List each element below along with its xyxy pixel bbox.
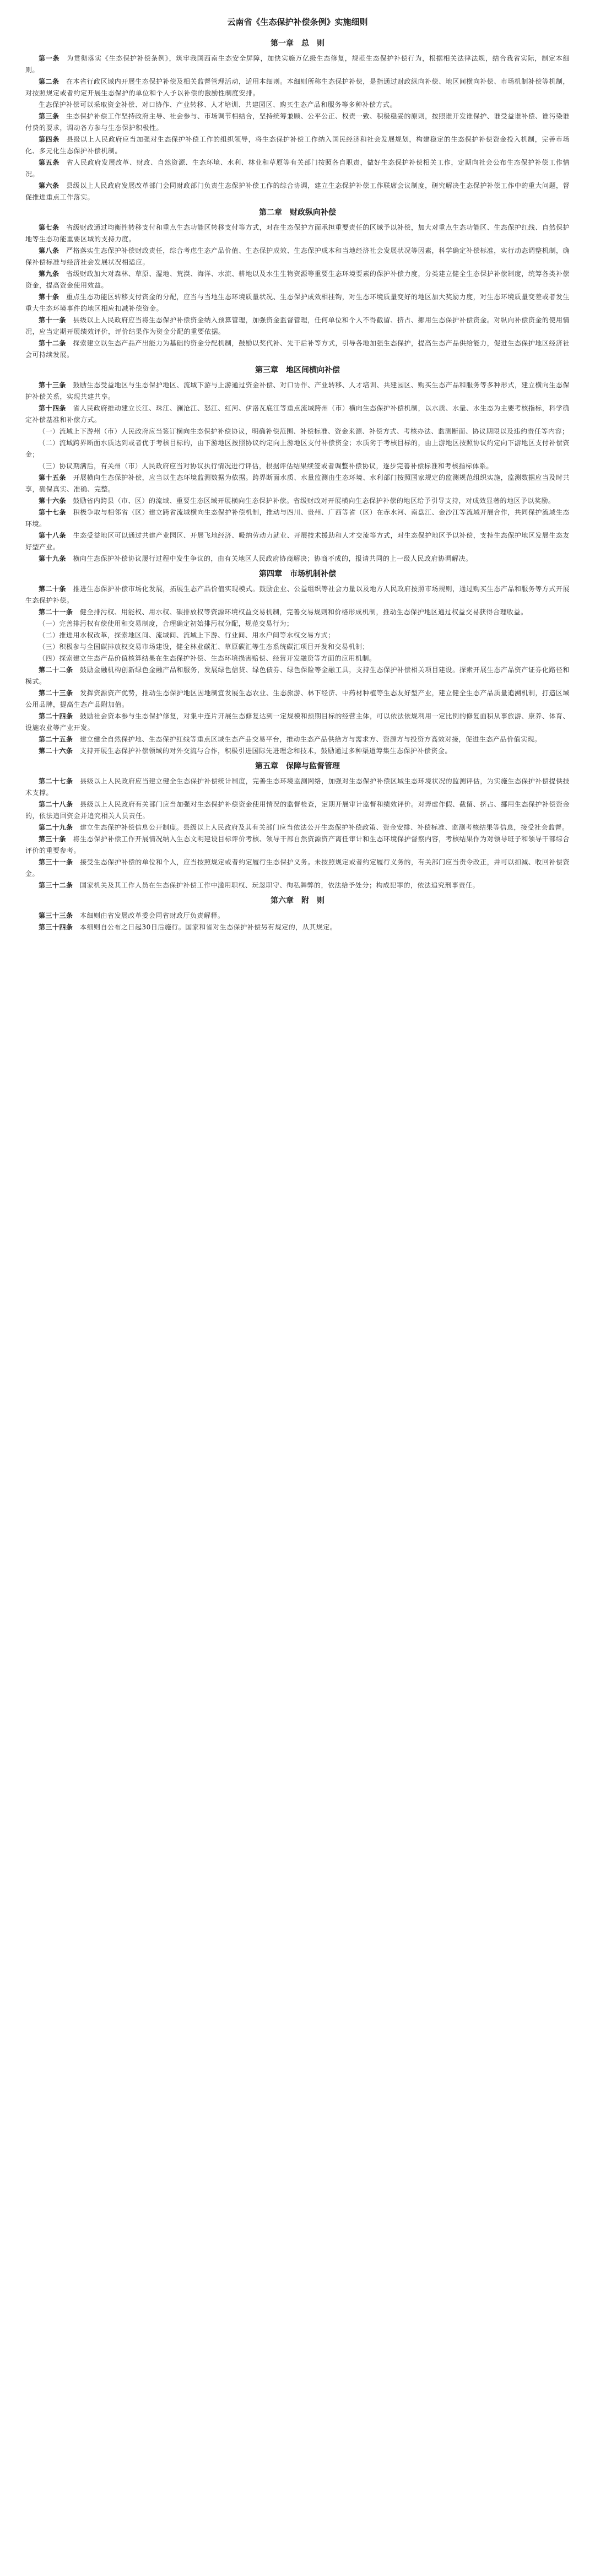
article-paragraph — [25, 403, 570, 426]
article-number-gap — [66, 835, 73, 843]
article-number: 第三十三条 — [39, 912, 73, 919]
article-number: 第五条 — [39, 159, 60, 166]
article-text: 重点生态功能区转移支付资金的分配，应当与当地生态环境质量状况、生态保护成效相挂钩，对生态环境质量变好的地区加大奖励力度，对生态环境质量变差或者发生重大生态环境事件的地区相应扣减补偿资金。 — [25, 293, 570, 312]
article-paragraph — [25, 291, 570, 315]
article-paragraph — [25, 507, 570, 530]
article-number: 第二十三条 — [39, 689, 73, 697]
article-text: 建立生态保护补偿信息公开制度。县级以上人民政府及其有关部门应当依法公开生态保护补偿政策、资金安排、补偿标准、监测考核结果等信息，接受社会监督。 — [80, 824, 569, 831]
chapter-title: 第四章 市场机制补偿 — [259, 570, 336, 578]
article-number: 第二十六条 — [39, 747, 73, 755]
article-number-gap — [73, 800, 80, 808]
article-paragraph — [25, 834, 570, 857]
article-number-gap — [66, 404, 73, 412]
article-text: （一）完善排污权有偿使用和交易制度，合理确定初始排污权分配，规范交易行为； — [39, 620, 294, 627]
document-body — [25, 34, 570, 933]
article-paragraph — [25, 857, 570, 880]
article-paragraph — [25, 530, 570, 553]
article-number: 第十九条 — [39, 555, 67, 562]
article-paragraph — [25, 583, 570, 607]
article-number-gap — [60, 78, 67, 85]
article-text: 省级财政通过均衡性转移支付和重点生态功能区转移支付等方式，对在生态保护方面承担重要责任的区域予以补偿，加大对重点生态功能区、生态保护红线、自然保护地等生态功能重要区域的支持力度。 — [25, 224, 570, 243]
article-text: 本细则由省发展改革委会同省财政厅负责解释。 — [80, 912, 225, 919]
article-number: 第一条 — [39, 55, 60, 62]
article-paragraph — [25, 245, 570, 268]
article-text: 鼓励社会资本参与生态保护修复，对集中连片开展生态修复达到一定规模和预期目标的经营主体，可以依法依规利用一定比例的修复面积从事旅游、康养、体育、设施农业等产业开发。 — [25, 712, 570, 732]
article-paragraph — [25, 910, 570, 922]
article-clause — [25, 653, 570, 664]
article-number-gap — [60, 293, 67, 301]
article-number-gap — [60, 112, 67, 120]
article-text: 接受生态保护补偿的单位和个人，应当按照规定或者约定履行生态保护义务。未按照规定或者约定履行义务的，有关部门应当责令改正，并可以扣减、收回补偿资金。 — [25, 858, 570, 878]
article-text: 省级财政加大对森林、草原、湿地、荒漠、海洋、水流、耕地以及水生生物资源等重要生态环境要素的保护补偿力度，分类建立健全生态保护补偿制度，统筹各类补偿资金，提高资金使用效益。 — [25, 270, 570, 289]
chapter-title: 第一章 总 则 — [271, 39, 324, 48]
article-paragraph — [25, 711, 570, 734]
article-number: 第六条 — [39, 182, 60, 190]
article-number-gap — [66, 497, 73, 505]
article-paragraph — [25, 180, 570, 203]
article-text: 县级以上人民政府应当建立健全生态保护补偿统计制度，完善生态环境监测网络，加强对生态保护补偿区域生态环境状况的监测评估，为实施生态保护补偿提供技术支撑。 — [25, 777, 570, 797]
article-number: 第三条 — [39, 112, 60, 120]
article-paragraph — [25, 134, 570, 157]
article-paragraph — [25, 776, 570, 799]
article-number: 第三十一条 — [39, 858, 73, 866]
article-number-gap — [73, 858, 80, 866]
article-number: 第十八条 — [39, 532, 67, 539]
article-text: 探索建立以生态产品产出能力为基础的资金分配机制，鼓励以奖代补、先干后补等方式，引导各地加强生态保护，提高生态产品供给能力，促进生态保护地区经济社会可持续发展。 — [25, 339, 570, 359]
article-paragraph — [25, 380, 570, 403]
article-number-gap — [66, 339, 73, 347]
article-text: 生态保护补偿工作坚持政府主导、社会参与、市场调节相结合，坚持统筹兼顾、公平公正、权责一致、积极稳妥的原则，按照谁开发谁保护、谁受益谁补偿、谁污染谁付费的要求，调动各方参与生态保护积极性。 — [25, 112, 570, 132]
article-number-gap — [60, 247, 67, 255]
article-number-gap — [66, 508, 73, 516]
article-text: 生态保护补偿可以采取资金补偿、对口协作、产业转移、人才培训、共建园区、购买生态产品和服务等多种补偿方式。 — [39, 101, 397, 109]
article-number-gap — [73, 881, 80, 889]
article-clause — [25, 618, 570, 630]
article-text: 鼓励生态受益地区与生态保护地区、流域下游与上游通过资金补偿、对口协作、产业转移、人才培训、共建园区、购买生态产品和服务等多种形式，建立横向生态保护补偿关系，实现共建共享。 — [25, 381, 570, 401]
article-paragraph — [25, 822, 570, 834]
article-text: 为贯彻落实《生态保护补偿条例》，筑牢我国西南生态安全屏障，加快实施万亿级生态修复，规范生态保护补偿行为，根据相关法律法规，结合我省实际，制定本细则。 — [25, 55, 570, 74]
article-text: 县级以上人民政府发展改革部门会同财政部门负责生态保护补偿工作的综合协调，建立生态保护补偿工作联席会议制度，研究解决生态保护补偿工作中的重大问题，督促推进重点工作落实。 — [25, 182, 570, 201]
article-paragraph — [25, 745, 570, 757]
article-text: （三）协议期满后，有关州（市）人民政府应当对协议执行情况进行评估，根据评估结果续签或者调整补偿协议，逐步完善补偿标准和考核指标体系。 — [39, 462, 494, 470]
article-text: （三）积极参与全国碳排放权交易市场建设，健全林业碳汇、草原碳汇等生态系统碳汇项目开发和交易机制； — [39, 643, 370, 651]
article-paragraph — [25, 53, 570, 76]
article-paragraph — [25, 880, 570, 891]
article-clause — [25, 426, 570, 437]
article-number: 第十三条 — [39, 381, 67, 389]
article-text: 县级以上人民政府应当加强对生态保护补偿工作的组织领导，将生态保护补偿工作纳入国民经济和社会发展规划，构建稳定的生态保护补偿资金投入机制，完善市场化、多元化生态保护补偿机制。 — [25, 136, 570, 155]
article-number-gap — [60, 136, 67, 143]
article-number: 第四条 — [39, 136, 60, 143]
article-number-gap — [73, 912, 80, 919]
article-paragraph — [25, 495, 570, 507]
article-number: 第三十条 — [39, 835, 67, 843]
article-number: 第十五条 — [39, 474, 67, 481]
document-title: 云南省《生态保护补偿条例》实施细则 — [227, 17, 368, 27]
article-text: （二）推进用水权改革，探索地区间、流域间、流域上下游、行业间、用水户间等水权交易方式； — [39, 631, 335, 639]
article-number: 第八条 — [39, 247, 60, 255]
article-text: 健全排污权、用能权、用水权、碳排放权等资源环境权益交易机制，完善交易规则和价格形成机制，推动生态保护地区通过权益交易获得合理收益。 — [80, 608, 528, 616]
article-number: 第二十七条 — [39, 777, 73, 785]
article-text: 支持开展生态保护补偿领域的对外交流与合作，积极引进国际先进理念和技术，鼓励通过多种渠道筹集生态保护补偿资金。 — [80, 747, 452, 755]
article-number: 第十二条 — [39, 339, 67, 347]
chapter-title: 第三章 地区间横向补偿 — [255, 366, 340, 375]
chapter-title: 第五章 保障与监督管理 — [255, 762, 340, 771]
article-number-gap — [73, 824, 80, 831]
article-number-gap — [66, 381, 73, 389]
article-number: 第二十条 — [39, 585, 67, 593]
article-text: 发挥资源资产优势，推动生态保护地区因地制宜发展生态农业、生态旅游、林下经济、中药材种植等生态友好型产业，建立健全生态产品质量追溯机制，打造区域公用品牌，提高生态产品附加值。 — [25, 689, 570, 708]
article-number: 第二条 — [39, 78, 60, 85]
article-text: 县级以上人民政府有关部门应当加强对生态保护补偿资金使用情况的监督检查，定期开展审计监督和绩效评价。对弄虚作假、截留、挤占、挪用生态保护补偿资金的，依法追回资金并追究相关人员责任。 — [25, 800, 570, 820]
article-number-gap — [66, 474, 73, 481]
article-number-gap — [66, 532, 73, 539]
article-paragraph — [25, 268, 570, 291]
article-paragraph — [25, 553, 570, 565]
article-number: 第十六条 — [39, 497, 67, 505]
article-text: 生态受益地区可以通过共建产业园区、开展飞地经济、吸纳劳动力就业、开展技术援助和人才交流等方式，对生态保护地区予以补偿，支持生态保护地区发展生态友好型产业。 — [25, 532, 570, 551]
article-number-gap — [73, 923, 80, 931]
article-paragraph — [25, 664, 570, 688]
article-paragraph — [25, 315, 570, 338]
chapter-title: 第六章 附 则 — [271, 896, 324, 905]
article-number: 第十一条 — [39, 316, 67, 324]
article-text: （一）流域上下游州（市）人民政府应当签订横向生态保护补偿协议，明确补偿范围、补偿标准、资金来源、补偿方式、考核办法、监测断面、协议期限以及违约责任等内容； — [39, 427, 569, 435]
article-text: 积极争取与相邻省（区）建立跨省流域横向生态保护补偿机制，推动与四川、贵州、广西等省（区）在赤水河、南盘江、金沙江等流域开展合作，共同保护流域生态环境。 — [25, 508, 570, 528]
article-number: 第十条 — [39, 293, 60, 301]
article-number-gap — [73, 689, 80, 697]
article-number-gap — [66, 316, 73, 324]
article-number-gap — [60, 55, 67, 62]
article-number: 第二十四条 — [39, 712, 73, 720]
article-clause — [25, 461, 570, 472]
article-number-gap — [73, 712, 80, 720]
article-number-gap — [60, 182, 67, 190]
article-number-gap — [73, 777, 80, 785]
article-number: 第十四条 — [39, 404, 67, 412]
article-number: 第二十八条 — [39, 800, 73, 808]
article-paragraph — [25, 157, 570, 180]
article-text: 将生态保护补偿工作开展情况纳入生态文明建设目标评价考核、领导干部自然资源资产离任审计和生态环境保护督察内容，考核结果作为对领导班子和领导干部综合评价的重要参考。 — [25, 835, 570, 854]
article-number-gap — [73, 735, 80, 743]
article-clause — [25, 641, 570, 653]
article-paragraph — [25, 922, 570, 933]
article-number: 第二十一条 — [39, 608, 73, 616]
article-paragraph — [25, 472, 570, 495]
article-number: 第二十五条 — [39, 735, 73, 743]
article-text: （二）流域跨界断面水质达到或者优于考核目标的，由下游地区按照协议约定向上游地区支付补偿资金；水质劣于考核目标的，由上游地区按照协议约定向下游地区支付补偿资金； — [25, 439, 570, 458]
article-number: 第三十二条 — [39, 881, 73, 889]
article-paragraph — [25, 222, 570, 245]
article-clause — [25, 99, 570, 111]
article-text: 开展横向生态保护补偿，应当以生态环境监测数据为依据。跨界断面水质、水量监测由生态环境、水利部门按照国家规定的监测规范组织实施，监测数据应当及时共享，确保真实、准确、完整。 — [25, 474, 570, 493]
article-text: 严格落实生态保护补偿财政责任，综合考虑生态产品价值、生态保护成效、生态保护成本和当地经济社会发展状况等因素，科学确定补偿标准，实行动态调整机制，确保补偿标准与经济社会发展状况相适应。 — [25, 247, 570, 266]
article-text: 省人民政府推动建立长江、珠江、澜沧江、怒江、红河、伊洛瓦底江等重点流域跨州（市）横向生态保护补偿机制，以水质、水量、水生态为主要考核指标，科学确定补偿基准和补偿方式。 — [25, 404, 570, 424]
article-text: 在本省行政区域内开展生态保护补偿及相关监督管理活动，适用本细则。本细则所称生态保护补偿，是指通过财政纵向补偿、地区间横向补偿、市场机制补偿等机制，对按照规定或者约定开展生态保护的单位和个人予以补偿的激励性制度安排。 — [25, 78, 570, 97]
article-text: （四）探索建立生态产品价值核算结果在生态保护补偿、生态环境损害赔偿、经营开发融资等方面的应用机制。 — [39, 654, 376, 662]
article-text: 横向生态保护补偿协议履行过程中发生争议的，由有关地区人民政府协商解决；协商不成的，报请共同的上一级人民政府协调解决。 — [73, 555, 473, 562]
article-paragraph — [25, 799, 570, 822]
article-number: 第十七条 — [39, 508, 67, 516]
article-text: 国家机关及其工作人员在生态保护补偿工作中滥用职权、玩忽职守、徇私舞弊的，依法给予处分；构成犯罪的，依法追究刑事责任。 — [80, 881, 480, 889]
article-number-gap — [73, 666, 80, 674]
article-number: 第九条 — [39, 270, 60, 278]
article-clause — [25, 437, 570, 461]
article-number-gap — [60, 159, 67, 166]
article-number-gap — [73, 608, 80, 616]
article-paragraph — [25, 76, 570, 99]
article-number-gap — [66, 555, 73, 562]
article-paragraph — [25, 338, 570, 361]
article-number-gap — [73, 747, 80, 755]
article-number-gap — [66, 585, 73, 593]
article-clause — [25, 630, 570, 641]
article-text: 本细则自公布之日起30日后施行。国家和省对生态保护补偿另有规定的，从其规定。 — [80, 923, 337, 931]
article-text: 建立健全自然保护地、生态保护红线等重点区域生态产品交易平台，推动生态产品供给方与需求方、资源方与投资方高效对接，促进生态产品价值实现。 — [80, 735, 542, 743]
article-text: 县级以上人民政府应当将生态保护补偿资金纳入预算管理，加强资金监督管理，任何单位和个人不得截留、挤占、挪用生态保护补偿资金。对纵向补偿资金的使用情况，应当定期开展绩效评价，评价结果作为资金分配的重要依据。 — [25, 316, 570, 335]
article-number-gap — [60, 224, 67, 231]
article-text: 推进生态保护补偿市场化发展，拓展生态产品价值实现模式。鼓励企业、公益组织等社会力量以及地方人民政府按照市场规则，通过购买生态产品和服务等方式开展生态保护补偿。 — [25, 585, 570, 604]
article-text: 鼓励省内跨县（市、区）的流域、重要生态区域开展横向生态保护补偿。省级财政对开展横向生态保护补偿的地区给予引导支持，对成效显著的地区予以奖励。 — [73, 497, 555, 505]
article-number-gap — [60, 270, 67, 278]
article-paragraph — [25, 607, 570, 618]
chapter-title: 第二章 财政纵向补偿 — [259, 208, 336, 217]
article-paragraph — [25, 688, 570, 711]
article-text: 鼓励金融机构创新绿色金融产品和服务，发展绿色信贷、绿色债券、绿色保险等金融工具，支持生态保护补偿相关项目建设。探索开展生态产品资产证券化路径和模式。 — [25, 666, 570, 685]
article-number: 第二十二条 — [39, 666, 73, 674]
article-text: 省人民政府发展改革、财政、自然资源、生态环境、水利、林业和草原等有关部门按照各自职责，做好生态保护补偿相关工作，定期向社会公布生态保护补偿工作情况。 — [25, 159, 570, 178]
article-paragraph — [25, 734, 570, 745]
article-number: 第三十四条 — [39, 923, 73, 931]
article-number: 第七条 — [39, 224, 60, 231]
article-number: 第二十九条 — [39, 824, 73, 831]
article-paragraph — [25, 111, 570, 134]
